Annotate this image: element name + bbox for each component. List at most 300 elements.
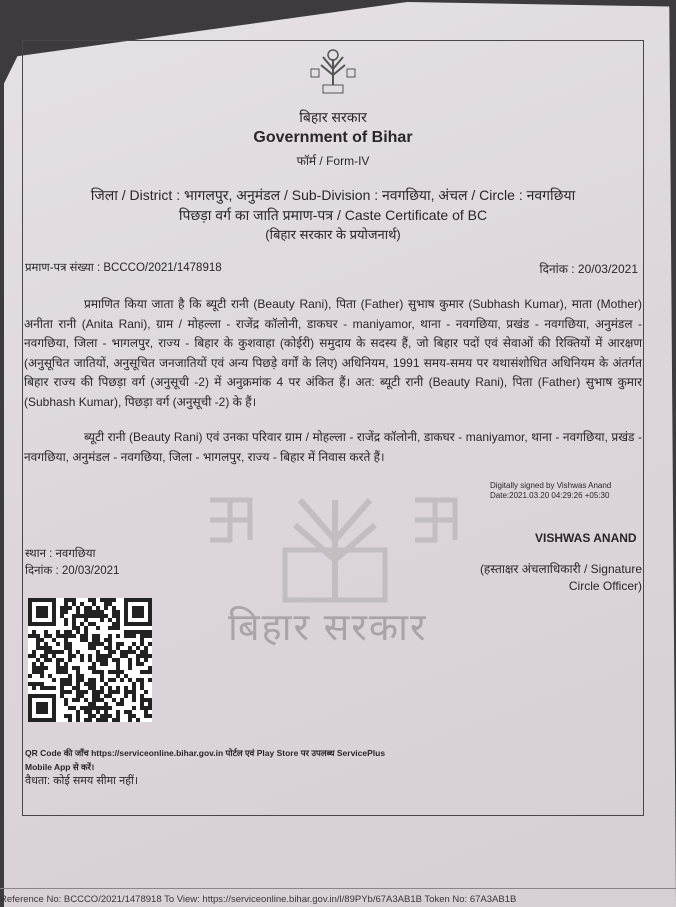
qr-module [72,626,76,630]
qr-module [32,634,36,638]
qr-module [104,646,108,650]
qr-module [140,650,144,654]
qr-module [40,694,44,698]
qr-module [128,646,132,650]
qr-module [108,706,112,710]
qr-module [64,622,68,626]
qr-module [60,690,64,694]
qr-module [144,658,148,662]
qr-module [136,646,140,650]
qr-module [88,642,92,646]
qr-module [144,714,148,718]
qr-module [72,598,76,602]
qr-module [32,686,36,690]
qr-module [144,622,148,626]
qr-module [52,650,56,654]
qr-module [124,606,128,610]
qr-module [72,654,76,658]
qr-module [28,702,32,706]
qr-module [136,598,140,602]
qr-module [40,662,44,666]
qr-module [80,634,84,638]
qr-module [92,622,96,626]
qr-module [80,674,84,678]
qr-module [68,678,72,682]
qr-module [92,694,96,698]
qr-module [60,614,64,618]
qr-module [44,686,48,690]
qr-module [36,666,40,670]
qr-module [92,662,96,666]
qr-module [120,650,124,654]
qr-module [124,634,128,638]
qr-module [120,702,124,706]
qr-module [96,614,100,618]
qr-module [132,614,136,618]
qr-module [116,662,120,666]
qr-module [72,614,76,618]
qr-module [44,634,48,638]
qr-module [112,650,116,654]
qr-module [68,654,72,658]
qr-module [108,694,112,698]
qr-module [104,654,108,658]
qr-module [52,606,56,610]
qr-module [148,666,152,670]
qr-module [112,670,116,674]
qr-module [92,682,96,686]
qr-module [88,714,92,718]
qr-module [140,698,144,702]
qr-module [76,610,80,614]
qr-module [48,674,52,678]
qr-module [124,622,128,626]
qr-module [136,718,140,722]
qr-module [96,642,100,646]
qr-module [144,630,148,634]
qr-module [32,682,36,686]
qr-module [116,718,120,722]
qr-module [100,670,104,674]
qr-module [44,622,48,626]
qr-module [48,634,52,638]
qr-module [72,666,76,670]
place-date: दिनांक : 20/03/2021 [25,565,120,577]
qr-module [116,714,120,718]
qr-module [76,690,80,694]
qr-module [40,606,44,610]
qr-module [104,718,108,722]
qr-module [64,666,68,670]
qr-module [28,618,32,622]
signatory-name: VISHWAS ANAND [535,531,637,545]
qr-module [84,698,88,702]
qr-module [40,674,44,678]
qr-module [100,678,104,682]
qr-module [28,698,32,702]
qr-module [100,714,104,718]
certificate-number: प्रमाण-पत्र संख्या : BCCCO/2021/1478918 [25,262,222,274]
qr-module [116,666,120,670]
qr-module [44,650,48,654]
qr-module [140,638,144,642]
qr-module [84,682,88,686]
qr-module [88,686,92,690]
qr-module [72,602,76,606]
qr-module [52,694,56,698]
qr-module [148,642,152,646]
qr-module [56,650,60,654]
qr-module [116,618,120,622]
qr-module [68,630,72,634]
gov-english: Government of Bihar [253,129,413,146]
qr-module [148,698,152,702]
qr-module [108,690,112,694]
qr-module [56,670,60,674]
qr-module [48,686,52,690]
qr-module [140,670,144,674]
qr-module [144,690,148,694]
qr-module [92,678,96,682]
digital-signature-date: Date:2021.03.20 04:29:26 +05:30 [490,491,610,500]
qr-module [44,694,48,698]
place: स्थान : नवगछिया [25,548,96,560]
qr-module [44,658,48,662]
qr-module [128,710,132,714]
qr-module [84,626,88,630]
qr-module [108,602,112,606]
qr-module [100,662,104,666]
qr-module [108,670,112,674]
qr-module [28,674,32,678]
certificate-purpose: (बिहार सरकार के प्रयोजनार्थ) [265,227,401,242]
qr-module [76,626,80,630]
qr-module [128,650,132,654]
qr-module [36,682,40,686]
qr-module [64,638,68,642]
qr-module [84,610,88,614]
qr-module [104,694,108,698]
qr-module [96,650,100,654]
qr-module [64,606,68,610]
qr-module [32,694,36,698]
qr-module [132,682,136,686]
qr-module [52,686,56,690]
qr-module [40,706,44,710]
qr-module [76,678,80,682]
qr-module [128,666,132,670]
qr-module [124,674,128,678]
qr-module [40,610,44,614]
qr-module [36,646,40,650]
qr-module [112,606,116,610]
qr-module [140,706,144,710]
qr-module [56,662,60,666]
qr-module [136,606,140,610]
qr-module [124,690,128,694]
qr-module [76,650,80,654]
qr-module [52,706,56,710]
qr-module [68,634,72,638]
watermark-text: बिहार सरकार [228,607,428,649]
qr-module [36,610,40,614]
qr-module [92,646,96,650]
qr-module [64,670,68,674]
qr-module [140,694,144,698]
qr-module [28,718,32,722]
qr-module [88,610,92,614]
form-label: फॉर्म / Form-IV [296,154,370,168]
qr-module [100,658,104,662]
qr-module [124,710,128,714]
qr-module [40,710,44,714]
qr-module [124,614,128,618]
qr-module [136,614,140,618]
qr-module [56,642,60,646]
qr-module [108,634,112,638]
qr-module [132,706,136,710]
qr-module [88,622,92,626]
signatory-title: (हस्ताक्षर अंचलाधिकारी / Signature Circle Officer) [479,562,642,593]
qr-module [80,614,84,618]
qr-module [48,622,52,626]
qr-module [64,642,68,646]
qr-module [88,598,92,602]
qr-module [28,622,32,626]
qr-module [148,706,152,710]
qr-module [68,598,72,602]
qr-module [108,686,112,690]
qr-module [132,686,136,690]
qr-module [140,654,144,658]
qr-module [104,614,108,618]
qr-module [96,670,100,674]
qr-module [44,610,48,614]
qr-module [124,694,128,698]
qr-module [104,706,108,710]
qr-module [140,702,144,706]
qr-module [40,682,44,686]
qr-module [116,626,120,630]
qr-module [64,702,68,706]
qr-module [52,638,56,642]
qr-module [84,718,88,722]
qr-module [44,630,48,634]
qr-module [60,658,64,662]
qr-module [64,678,68,682]
qr-module [40,654,44,658]
qr-module [72,618,76,622]
qr-module [64,690,68,694]
qr-module [84,634,88,638]
qr-module [132,650,136,654]
qr-module [68,650,72,654]
qr-module [92,698,96,702]
qr-module [60,694,64,698]
qr-module [72,622,76,626]
issue-date: दिनांक : 20/03/2021 [539,262,638,276]
qr-module [124,602,128,606]
certificate-paragraph-1: प्रमाणित किया जाता है कि ब्यूटी रानी (Beauty Rani), पिता (Father) सुभाष कुमार (Subhash Kumar), माता (Mother) अनीता रानी (Anita Rani), ग्राम / मोहल्ला - राजेंद्र कॉलोनी, डाकघर - maniyamor, थाना - नवगछिया, प्रखंड - नवगछिया, अनुमंडल - नवगछिया, जिला - भागलपुर, राज्य - बिहार के कुशवाहा (कोईरी) समुदाय के सदस्य हैं, जो बिहार पदों एवं सेवाओं की रिक्तियों में आरक्षण (अनुसूचित जातियों, अनुसूचित जनजातियों एवं अन्य पिछड़े वर्गों के लिए) अधिनियम, 1991 समय-समय पर यथासंशोधित अधिनियम के अंतर्गत बिहार राज्य की पिछड़ा वर्ग (अनुसूची -2) में अनुक्रमांक 4 पर अंकित हैं। अत: ब्यूटी रानी (Beauty Rani), पिता (Father) सुभाष कुमार (Subhash Kumar), पिछड़ा वर्ग (अनुसूची -2) के हैं। [24,297,642,409]
qr-module [144,650,148,654]
qr-module [40,614,44,618]
qr-module [128,622,132,626]
qr-module [128,678,132,682]
qr-module [136,658,140,662]
qr-module [36,718,40,722]
qr-module [112,614,116,618]
qr-module [88,654,92,658]
qr-module [88,682,92,686]
qr-module [132,634,136,638]
qr-module [116,702,120,706]
qr-module [120,642,124,646]
footer-reference: Reference No: BCCCO/2021/1478918 To View: https://serviceonline.bihar.gov.in/l/89PYb/67A3AB1B Token No: 67A3AB1B [0,888,676,905]
qr-module [76,670,80,674]
qr-module [40,718,44,722]
qr-module [28,610,32,614]
qr-module [84,638,88,642]
qr-module [76,682,80,686]
qr-module [104,714,108,718]
qr-module [28,614,32,618]
qr-module [52,702,56,706]
qr-module [76,698,80,702]
qr-module [36,710,40,714]
gov-hindi: बिहार सरकार [299,109,367,125]
qr-module [72,698,76,702]
qr-module [80,602,84,606]
qr-module [112,698,116,702]
qr-module [52,602,56,606]
qr-module [76,686,80,690]
qr-module [140,634,144,638]
bihar-emblem-logo [309,45,357,95]
qr-module [100,674,104,678]
qr-module [96,638,100,642]
qr-module [100,706,104,710]
qr-module [88,678,92,682]
qr-module [80,678,84,682]
qr-module [48,646,52,650]
qr-module [36,634,40,638]
qr-module [96,706,100,710]
qr-module [52,614,56,618]
qr-module [96,694,100,698]
qr-module [108,618,112,622]
qr-module [128,714,132,718]
qr-module [148,634,152,638]
qr-module [148,610,152,614]
certificate-paragraph-2: ब्यूटी रानी (Beauty Rani) एवं उनका परिवार ग्राम / मोहल्ला - राजेंद्र कॉलोनी, डाकघर - maniyamor, थाना - नवगछिया, प्रखंड - नवगछिया, अनुमंडल - नवगछिया, जिला - भागलपुर, राज्य - बिहार में निवास करते हैं। [24,430,642,464]
qr-module [144,646,148,650]
certificate-title: पिछड़ा वर्ग का जाति प्रमाण-पत्र / Caste Certificate of BC [178,207,488,223]
qr-module [104,638,108,642]
qr-module [72,706,76,710]
qr-module [148,654,152,658]
qr-module [92,690,96,694]
qr-module [100,614,104,618]
qr-module [36,638,40,642]
qr-module [92,702,96,706]
qr-module [44,646,48,650]
qr-module [48,694,52,698]
qr-module [80,690,84,694]
qr-code[interactable] [28,598,152,722]
qr-module [80,694,84,698]
qr-module [44,706,48,710]
qr-module [60,606,64,610]
qr-module [112,622,116,626]
qr-module [112,598,116,602]
qr-module [96,710,100,714]
qr-module [96,634,100,638]
qr-module [96,654,100,658]
qr-module [136,678,140,682]
qr-module [60,666,64,670]
qr-module [100,698,104,702]
qr-module [36,622,40,626]
qr-module [40,666,44,670]
qr-module [36,614,40,618]
qr-module [32,666,36,670]
qr-module [28,634,32,638]
qr-module [56,630,60,634]
qr-module [96,690,100,694]
qr-module [120,654,124,658]
qr-module [76,614,80,618]
qr-module [128,630,132,634]
qr-module [32,670,36,674]
qr-module [36,706,40,710]
qr-module [76,666,80,670]
qr-module [140,598,144,602]
qr-module [108,626,112,630]
qr-module [132,694,136,698]
qr-module [132,714,136,718]
qr-module [104,598,108,602]
qr-module [52,610,56,614]
qr-module [144,698,148,702]
qr-module [128,718,132,722]
qr-module [44,642,48,646]
qr-module [148,598,152,602]
qr-module [44,654,48,658]
qr-module [28,654,32,658]
qr-module [88,666,92,670]
digital-signature [490,481,611,501]
qr-module [96,610,100,614]
qr-module [44,666,48,670]
qr-module [96,606,100,610]
qr-module [100,686,104,690]
qr-module [60,670,64,674]
qr-module [124,686,128,690]
qr-module [136,654,140,658]
qr-module [64,662,68,666]
qr-module [112,658,116,662]
qr-module [104,658,108,662]
qr-module [144,654,148,658]
qr-module [64,618,68,622]
qr-module [64,698,68,702]
qr-module [80,706,84,710]
qr-module [72,634,76,638]
qr-module [88,718,92,722]
qr-module [28,694,32,698]
qr-module [40,646,44,650]
qr-module [32,662,36,666]
